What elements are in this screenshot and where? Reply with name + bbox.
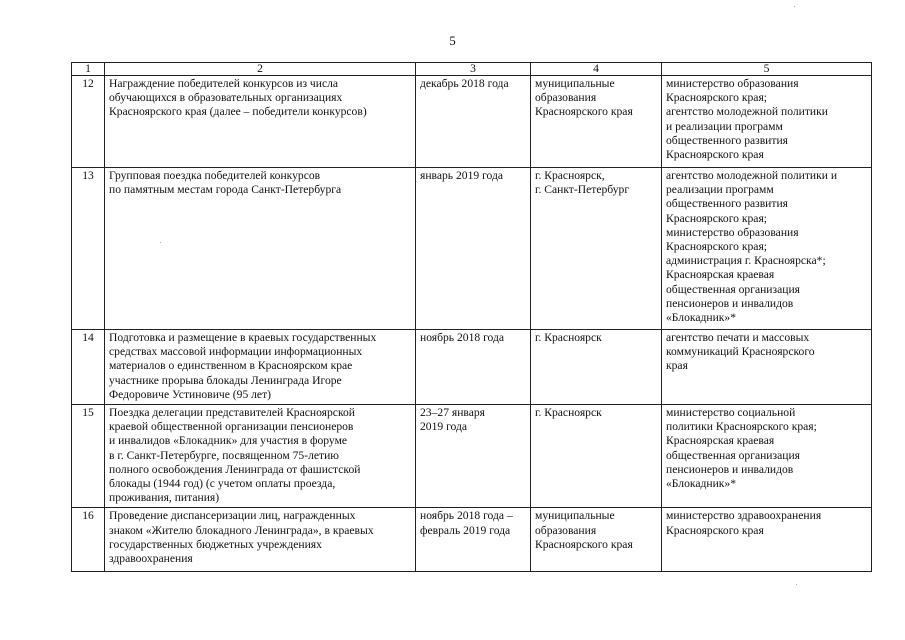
responsible-cell-line: Красноярского края bbox=[666, 523, 764, 537]
event-cell-line: знаком «Жителю блокадного Ленинграда», в краевых bbox=[109, 523, 374, 537]
event-cell-line: блокады (1944 год) (с учетом оплаты проезда, bbox=[109, 477, 336, 491]
place-cell-line: образования bbox=[535, 523, 597, 537]
event-cell-line: обучающихся в образовательных организациях bbox=[109, 91, 343, 105]
event-cell-line: проживания, питания) bbox=[109, 491, 220, 505]
responsible-cell-line: Красноярская краевая bbox=[666, 434, 775, 448]
responsible-cell-line: края bbox=[666, 359, 688, 373]
responsible-cell-line: коммуникаций Красноярского bbox=[666, 345, 815, 359]
page-number: 5 bbox=[449, 33, 456, 48]
event-cell-line: Проведение диспансеризации лиц, награжденных bbox=[109, 509, 356, 523]
place-cell-line: муниципальные bbox=[535, 77, 615, 90]
event-cell bbox=[105, 168, 416, 330]
date-cell-line: январь 2019 года bbox=[420, 169, 504, 182]
event-cell-line: участнике прорыва блокады Ленинграда Игоре bbox=[109, 373, 342, 387]
date-cell-line: февраль 2019 года bbox=[420, 523, 511, 537]
table-header-row bbox=[72, 63, 872, 76]
responsible-cell-line: общественного развития bbox=[666, 133, 788, 147]
table-row bbox=[72, 330, 872, 405]
responsible-cell-line: Красноярского края bbox=[666, 148, 764, 162]
place-cell bbox=[531, 508, 662, 572]
responsible-cell-line: министерство образования bbox=[666, 77, 799, 90]
responsible-cell-line: «Блокадник»* bbox=[666, 311, 737, 325]
responsible-cell bbox=[662, 76, 872, 168]
place-cell-line: г. Красноярск bbox=[535, 331, 602, 344]
date-cell bbox=[416, 330, 531, 405]
responsible-cell-line: министерство социальной bbox=[666, 406, 796, 420]
responsible-cell-line: Красноярская краевая bbox=[666, 268, 775, 282]
place-cell-line: г. Красноярск bbox=[535, 406, 602, 420]
table-row bbox=[72, 508, 872, 572]
date-cell bbox=[416, 76, 531, 168]
responsible-cell-line: агентство молодежной политики и bbox=[666, 169, 838, 182]
event-cell-line: в г. Санкт-Петербурге, посвященном 75-летию bbox=[109, 448, 339, 462]
place-cell bbox=[531, 405, 662, 508]
place-cell-line: г. Санкт-Петербург bbox=[535, 183, 630, 197]
event-cell bbox=[105, 405, 416, 508]
responsible-cell-line: агентство молодежной политики bbox=[666, 105, 828, 119]
responsible-cell-line: пенсионеров и инвалидов bbox=[666, 462, 794, 476]
row-number: 14 bbox=[72, 330, 105, 405]
place-cell-line: Красноярского края bbox=[535, 105, 633, 119]
place-cell-line: образования bbox=[535, 91, 597, 105]
header-cell-2: 2 bbox=[105, 63, 416, 76]
table-row bbox=[72, 405, 872, 508]
event-cell bbox=[105, 508, 416, 572]
date-cell-line: 2019 года bbox=[420, 420, 468, 434]
table-row bbox=[72, 168, 872, 330]
row-number: 13 bbox=[72, 168, 105, 330]
date-cell-line: 23–27 января bbox=[420, 406, 486, 420]
event-cell-line: Красноярского края (далее – победители конкурсов) bbox=[109, 105, 367, 119]
responsible-cell-line: общественная организация bbox=[666, 448, 800, 462]
responsible-cell-line: реализации программ bbox=[666, 183, 774, 197]
responsible-cell-line: агентство печати и массовых bbox=[666, 331, 810, 344]
place-cell-line: Красноярского края bbox=[535, 537, 633, 551]
responsible-cell-line: и реализации программ bbox=[666, 119, 783, 133]
date-cell bbox=[416, 508, 531, 572]
event-cell-line: и инвалидов «Блокадник» для участия в форуме bbox=[109, 434, 348, 448]
responsible-cell-line: «Блокадник»* bbox=[666, 477, 737, 491]
event-cell-line: краевой общественной организации пенсионеров bbox=[109, 420, 354, 434]
responsible-cell bbox=[662, 330, 872, 405]
header-cell-4: 4 bbox=[531, 63, 662, 76]
date-cell-line: ноябрь 2018 года bbox=[420, 331, 505, 344]
event-cell-line: Групповая поездка победителей конкурсов bbox=[109, 169, 321, 182]
event-cell-line: государственных бюджетных учреждениях bbox=[109, 537, 322, 551]
plan-table bbox=[71, 62, 872, 572]
table-row bbox=[72, 76, 872, 168]
event-cell-line: средствах массовой информации информационных bbox=[109, 345, 363, 359]
date-cell bbox=[416, 405, 531, 508]
responsible-cell-line: общественного развития bbox=[666, 197, 788, 211]
event-cell-line: здравоохранения bbox=[109, 552, 193, 566]
event-cell-line: материалов о единственном в Красноярском крае bbox=[109, 359, 353, 373]
event-cell bbox=[105, 330, 416, 405]
responsible-cell bbox=[662, 508, 872, 572]
place-cell bbox=[531, 76, 662, 168]
responsible-cell-line: Красноярского края; bbox=[666, 211, 768, 225]
responsible-cell bbox=[662, 405, 872, 508]
responsible-cell-line: министерство здравоохранения bbox=[666, 509, 822, 523]
event-cell-line: Поездка делегации представителей Красноярской bbox=[109, 406, 355, 420]
responsible-cell-line: администрация г. Красноярска*; bbox=[666, 254, 826, 268]
place-cell bbox=[531, 168, 662, 330]
header-cell-5: 5 bbox=[662, 63, 872, 76]
responsible-cell-line: общественная организация bbox=[666, 282, 800, 296]
event-cell-line: Награждение победителей конкурсов из числа bbox=[109, 77, 339, 90]
header-cell-1: 1 bbox=[72, 63, 105, 76]
event-cell-line: Подготовка и размещение в краевых государственных bbox=[109, 331, 377, 344]
event-cell-line: по памятным местам города Санкт-Петербурга bbox=[109, 183, 342, 197]
date-cell-line: ноябрь 2018 года – bbox=[420, 509, 513, 523]
event-cell bbox=[105, 76, 416, 168]
responsible-cell-line: Красноярского края; bbox=[666, 91, 768, 105]
place-cell-line: муниципальные bbox=[535, 509, 615, 523]
responsible-cell-line: министерство образования bbox=[666, 225, 799, 239]
header-cell-3: 3 bbox=[416, 63, 531, 76]
responsible-cell-line: Красноярского края; bbox=[666, 240, 768, 254]
date-cell-line: декабрь 2018 года bbox=[420, 77, 509, 90]
place-cell bbox=[531, 330, 662, 405]
responsible-cell-line: пенсионеров и инвалидов bbox=[666, 296, 794, 310]
row-number: 15 bbox=[72, 405, 105, 508]
event-cell-line: Федоровиче Устиновиче (95 лет) bbox=[109, 387, 271, 401]
responsible-cell bbox=[662, 168, 872, 330]
row-number: 16 bbox=[72, 508, 105, 572]
place-cell-line: г. Красноярск, bbox=[535, 169, 605, 182]
event-cell-line: полного освобождения Ленинграда от фашистской bbox=[109, 462, 361, 476]
responsible-cell-line: политики Красноярского края; bbox=[666, 420, 817, 434]
row-number: 12 bbox=[72, 76, 105, 168]
date-cell bbox=[416, 168, 531, 330]
